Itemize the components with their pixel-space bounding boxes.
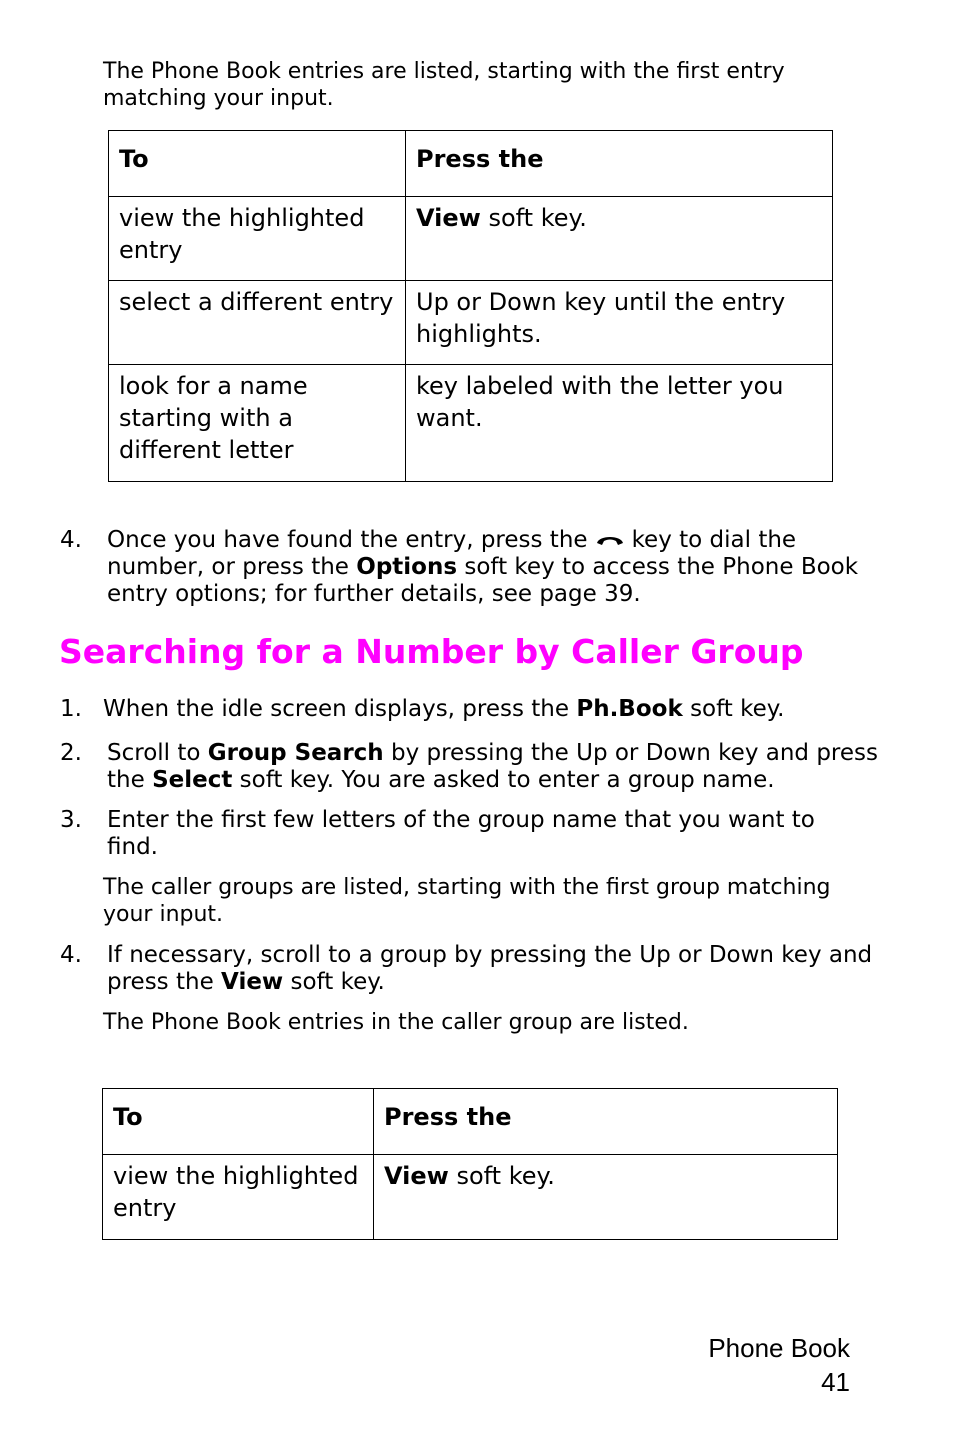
footer-section-name: Phone Book xyxy=(708,1333,850,1363)
step-4-text: Once you have found the entry, press the key to dial the number, or press the Options soft key to access the Phone Book entry options; for further details, see page 39. xyxy=(107,527,859,607)
step-number: 3. xyxy=(60,807,82,833)
table-header-row xyxy=(103,1089,838,1155)
step-1-text: When the idle screen displays, press the Ph.Book soft key. xyxy=(103,696,785,722)
step-4b-text: If necessary, scroll to a group by pressing the Up or Down key and press the View soft key. xyxy=(107,942,873,995)
key-action-table-2 xyxy=(102,1088,838,1240)
table-header-press: Press the xyxy=(406,131,833,197)
table-cell-press: View soft key. xyxy=(374,1155,838,1240)
table-cell-to: view the highlighted entry xyxy=(103,1155,374,1240)
step-2-text: Scroll to Group Search by pressing the Up or Down key and press the Select soft key. You are asked to enter a group name. xyxy=(107,740,878,793)
table-header-press: Press the xyxy=(374,1089,838,1155)
table-row xyxy=(109,197,833,281)
step-3-note: The caller groups are listed, starting with the first group matching your input. xyxy=(103,875,831,927)
table-cell-press: key labeled with the letter you want. xyxy=(406,365,833,482)
table-header-to: To xyxy=(103,1089,374,1155)
section-heading: Searching for a Number by Caller Group xyxy=(59,632,804,671)
step-3-text: Enter the first few letters of the group name that you want to find. xyxy=(107,807,815,860)
table-header-row xyxy=(109,131,833,197)
step-number: 2. xyxy=(60,740,82,766)
table-row xyxy=(109,281,833,365)
step-number: 1. xyxy=(60,696,82,722)
step-number: 4. xyxy=(60,942,82,968)
phone-send-icon xyxy=(594,529,626,547)
table-cell-to: view the highlighted entry xyxy=(109,197,406,281)
table-cell-to: look for a name starting with a different letter xyxy=(109,365,406,482)
intro-paragraph: The Phone Book entries are listed, starting with the first entry matching your input. xyxy=(103,59,785,111)
table-row xyxy=(103,1155,838,1240)
table-header-to: To xyxy=(109,131,406,197)
step-4-note: The Phone Book entries in the caller group are listed. xyxy=(103,1010,689,1035)
table-cell-press: View soft key. xyxy=(406,197,833,281)
table-cell-press: Up or Down key until the entry highlights. xyxy=(406,281,833,365)
footer-page-number: 41 xyxy=(821,1367,850,1397)
step-number: 4. xyxy=(60,527,82,553)
table-cell-to: select a different entry xyxy=(109,281,406,365)
table-row xyxy=(109,365,833,482)
key-action-table-1 xyxy=(108,130,833,482)
